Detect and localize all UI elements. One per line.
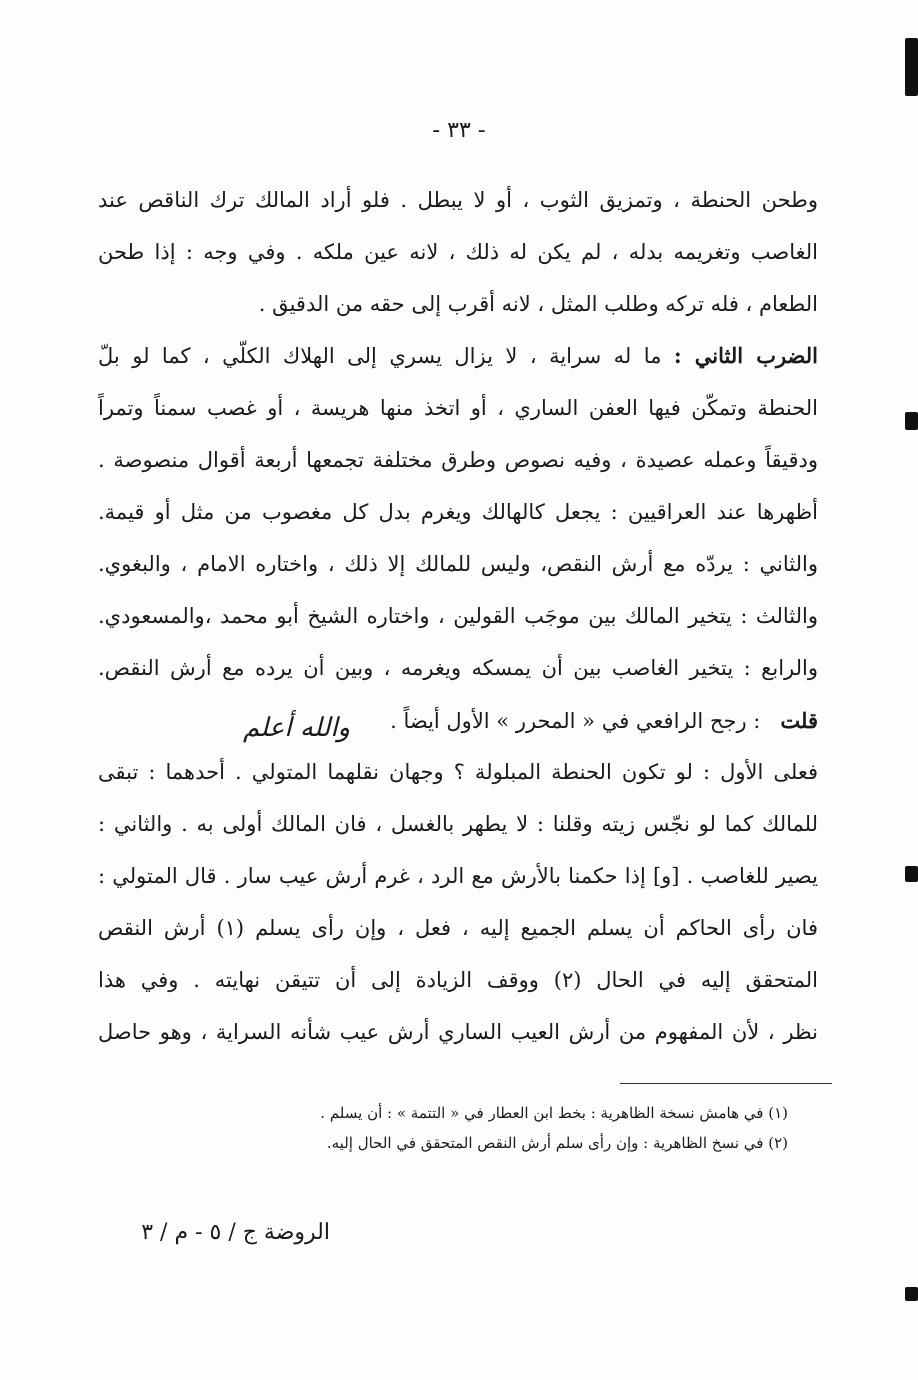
text-line: وطحن الحنطة ، وتمزيق الثوب ، أو لا يبطل . فلو أراد المالك ترك الناقص عند [98, 188, 818, 212]
text-line: والثالث : يتخير المالك بين موجَب القولين ، واختاره الشيخ أبو محمد ،والمسعودي. [98, 604, 818, 628]
paragraph-first [98, 178, 818, 334]
footnote-2: (٢) في نسخ الظاهرية : وإن رأى سلم أرش النقص المتحقق في الحال إليه. [326, 1134, 788, 1152]
text-line: فان رأى الحاكم أن يسلم الجميع إليه ، فعل ، وإن رأى يسلم (١) أرش النقص [98, 916, 818, 940]
text-line: والرابع : يتخير الغاصب بين أن يمسكه ويغرمه ، وبين أن يرده مع أرش النقص. [98, 656, 818, 680]
text-line: يصير للغاصب . [و] إذا حكمنا بالأرش مع الرد ، غرم أرش عيب سار . قال المتولي : [98, 864, 818, 888]
scan-edge-mark [905, 38, 918, 96]
qult-text: : رجح الرافعي في « المحرر » الأول أيضاً . [390, 709, 761, 733]
qult-heading: قلت [780, 708, 818, 733]
qult-line [98, 698, 818, 750]
scan-edge-mark [905, 866, 918, 882]
footnotes [98, 1098, 788, 1158]
wallahu-alam-signature: والله أعلم [242, 713, 351, 743]
footnote-divider [620, 1083, 832, 1084]
scan-edge-mark [905, 1287, 918, 1301]
page-number: - ٣٣ - [432, 118, 486, 143]
paragraph-second-type [98, 334, 818, 750]
section-heading: الضرب الثاني : [673, 343, 818, 368]
text-line: ودقيقاً وعمله عصيدة ، وفيه نصوص وطرق مختلفة تجمعها أربعة أقوال منصوصة . [98, 448, 818, 472]
paragraph-third [98, 750, 818, 1062]
footnote-1: (١) في هامش نسخة الظاهرية : بخط ابن العطار في « التتمة » : أن يسلم . [320, 1104, 788, 1122]
scan-edge-mark [905, 412, 918, 430]
text-line: المتحقق إليه في الحال (٢) ووقف الزيادة إلى أن تتيقن نهايته . وفي هذا [98, 968, 818, 992]
text-line [98, 334, 818, 386]
text-line: نظر ، لأن المفهوم من أرش العيب الساري أرش عيب شأنه السراية ، وهو حاصل [98, 1020, 818, 1044]
text-line: الغاصب وتغريمه بدله ، لم يكن له ذلك ، لانه عين ملكه . وفي وجه : إذا طحن [98, 240, 818, 264]
text-line: للمالك كما لو نجّس زيته وقلنا : لا يطهر بالغسل ، فان المالك أولى به . والثاني : [98, 812, 818, 836]
text-line: الحنطة وتمكّن فيها العفن الساري ، أو اتخذ منها هريسة ، أو غصب سمناً وتمراً [98, 396, 818, 420]
text-fragment: ما له سراية ، لا يزال يسري إلى الهلاك الكلّي ، كما لو بلّ [98, 344, 662, 368]
text-line: فعلى الأول : لو تكون الحنطة المبلولة ؟ وجهان نقلهما المتولي . أحدهما : تبقى [98, 760, 818, 784]
text-line: الطعام ، فله تركه وطلب المثل ، لانه أقرب إلى حقه من الدقيق . [258, 292, 818, 316]
text-line: أظهرها عند العراقيين : يجعل كالهالك ويغرم بدل كل مغصوب من مثل أو قيمة. [98, 500, 818, 524]
text-line: والثاني : يردّه مع أرش النقص، وليس للمالك إلا ذلك ، واختاره الامام ، والبغوي. [98, 552, 818, 576]
signature-footer: الروضة ج / ٥ - م / ٣ [141, 1220, 330, 1245]
